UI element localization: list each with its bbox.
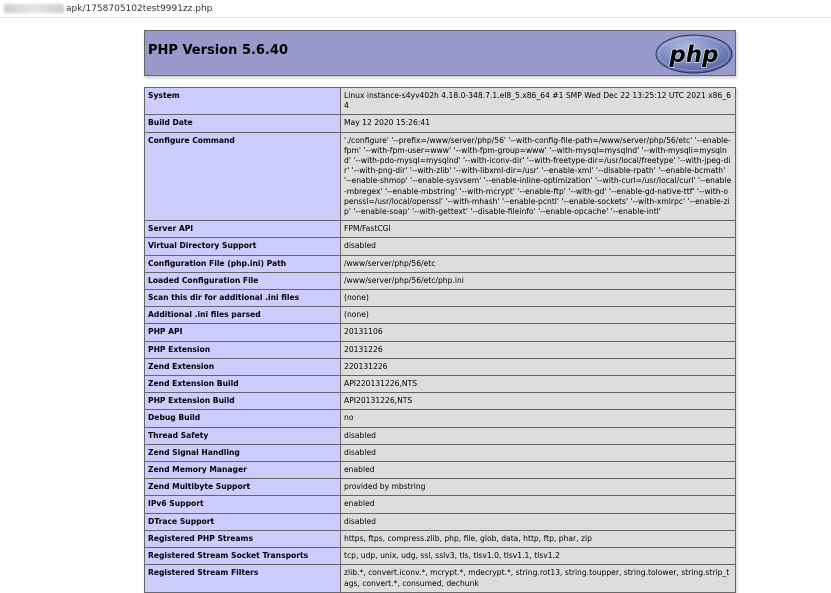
row-value: 20131106 [341, 324, 736, 341]
row-value: (none) [341, 307, 736, 324]
blurred-url-prefix [4, 4, 64, 13]
row-key: System [145, 88, 341, 115]
table-row [145, 479, 736, 496]
row-key: DTrace Support [145, 513, 341, 530]
address-bar-url[interactable]: apk/1758705102test9991zz.php [66, 3, 213, 14]
table-row [145, 290, 736, 307]
row-key: Zend Extension Build [145, 376, 341, 393]
phpinfo-container [144, 30, 736, 593]
row-value: Linux instance-s4yv402h 4.18.0-348.7.1.el8_5.x86_64 #1 SMP Wed Dec 22 13:25:12 UTC 2021 x86_64 [341, 88, 736, 115]
row-value: /www/server/php/56/etc [341, 255, 736, 272]
table-row [145, 530, 736, 547]
row-key: Configure Command [145, 132, 341, 221]
php-logo-icon [655, 34, 733, 74]
row-value: './configure' '--prefix=/www/server/php/56' '--with-config-file-path=/www/server/php/56/etc' '--enable-fpm' '--with-fpm-user=www' '--with-fpm-group=www' '--with-mysql=mysqlnd' '--with-mysqli=mysqlnd' '--with-pdo-mysql=mysqlnd' '--with-iconv-dir' '--with-freetype-dir=/usr/local/freetype' '--with-jpeg-dir' '--with-png-dir' '--with-zlib' '--with-libxml-dir=/usr' '--enable-xml' '--disable-rpath' '--enable-bcmath' '--enable-shmop' '--enable-sysvsem' '--enable-inline-optimization' '--with-curl=/usr/local/curl' '--enable-mbregex' '--enable-mbstring' '--with-mcrypt' '--enable-ftp' '--with-gd' '--enable-gd-native-ttf' '--with-openssl=/usr/local/openssl' '--with-mhash' '--enable-pcntl' '--enable-sockets' '--with-xmlrpc' '--enable-zip' '--enable-soap' '--with-gettext' '--disable-fileinfo' '--enable-opcache' '--enable-intl' [341, 132, 736, 221]
row-value: disabled [341, 238, 736, 255]
row-key: Zend Memory Manager [145, 462, 341, 479]
row-value: provided by mbstring [341, 479, 736, 496]
row-key: Zend Signal Handling [145, 444, 341, 461]
row-key: Thread Safety [145, 427, 341, 444]
table-row [145, 341, 736, 358]
php-logo-text: php [669, 42, 719, 68]
row-value: 220131226 [341, 358, 736, 375]
row-key: Build Date [145, 115, 341, 132]
table-row [145, 115, 736, 132]
row-value: disabled [341, 513, 736, 530]
row-value: enabled [341, 496, 736, 513]
table-row [145, 272, 736, 289]
row-key: Scan this dir for additional .ini files [145, 290, 341, 307]
row-value: no [341, 410, 736, 427]
info-table [144, 87, 736, 593]
table-row [145, 410, 736, 427]
row-key: Debug Build [145, 410, 341, 427]
row-value: 20131226 [341, 341, 736, 358]
table-row [145, 255, 736, 272]
row-value: disabled [341, 427, 736, 444]
row-key: Loaded Configuration File [145, 272, 341, 289]
table-row [145, 324, 736, 341]
table-row [145, 496, 736, 513]
row-value: enabled [341, 462, 736, 479]
row-value: May 12 2020 15:26:41 [341, 115, 736, 132]
table-row [145, 444, 736, 461]
page-title: PHP Version 5.6.40 [148, 43, 289, 58]
table-row [145, 462, 736, 479]
row-value: API20131226,NTS [341, 393, 736, 410]
table-row [145, 307, 736, 324]
address-bar[interactable] [0, 0, 831, 18]
row-value: disabled [341, 444, 736, 461]
row-key: Registered PHP Streams [145, 530, 341, 547]
row-key: PHP API [145, 324, 341, 341]
row-value: API220131226,NTS [341, 376, 736, 393]
row-key: Zend Extension [145, 358, 341, 375]
row-value: https, ftps, compress.zlib, php, file, glob, data, http, ftp, phar, zip [341, 530, 736, 547]
row-key: Configuration File (php.ini) Path [145, 255, 341, 272]
table-row [145, 88, 736, 115]
row-key: IPv6 Support [145, 496, 341, 513]
phpinfo-header [144, 30, 736, 76]
table-row [145, 513, 736, 530]
row-value: /www/server/php/56/etc/php.ini [341, 272, 736, 289]
table-row [145, 548, 736, 565]
table-row [145, 376, 736, 393]
table-row [145, 132, 736, 221]
table-row [145, 393, 736, 410]
row-value: FPM/FastCGI [341, 221, 736, 238]
row-key: Registered Stream Filters [145, 565, 341, 592]
row-key: Zend Multibyte Support [145, 479, 341, 496]
row-key: PHP Extension Build [145, 393, 341, 410]
row-value: (none) [341, 290, 736, 307]
row-key: PHP Extension [145, 341, 341, 358]
row-key: Additional .ini files parsed [145, 307, 341, 324]
row-value: tcp, udp, unix, udg, ssl, sslv3, tls, tlsv1.0, tlsv1.1, tlsv1.2 [341, 548, 736, 565]
table-row [145, 565, 736, 592]
row-key: Server API [145, 221, 341, 238]
table-row [145, 221, 736, 238]
row-value: zlib.*, convert.iconv.*, mcrypt.*, mdecrypt.*, string.rot13, string.toupper, string.tolower, string.strip_tags, convert.*, consumed, dechunk [341, 565, 736, 592]
table-row [145, 427, 736, 444]
table-row [145, 358, 736, 375]
table-row [145, 238, 736, 255]
row-key: Virtual Directory Support [145, 238, 341, 255]
row-key: Registered Stream Socket Transports [145, 548, 341, 565]
